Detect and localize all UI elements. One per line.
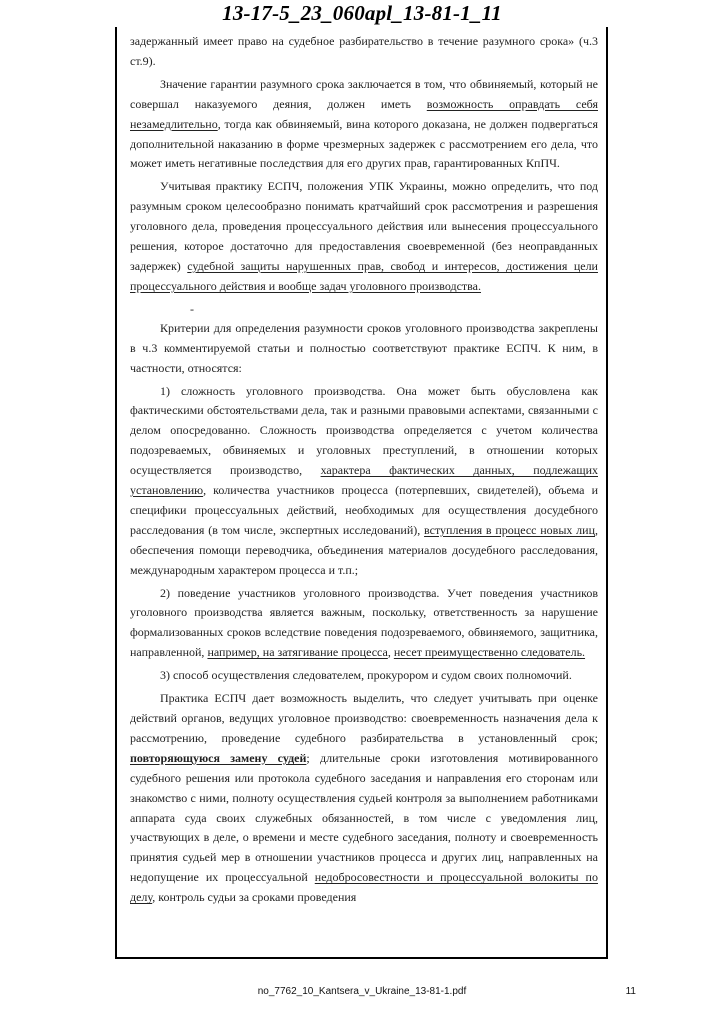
text-run: Учитывая практику ЕСПЧ, положения УПК Украины, можно определить, что под разумным сроком целесообразно понимать кратчайший срок рассмотрения и разрешения уголовного дела, проведения процессуального действия или вынесения процессуального решения, которое достаточно для предоставления своевременной (без неоправданных задержек) (130, 179, 598, 273)
paragraph-1 (130, 32, 598, 72)
emphasized-text: судебной защиты нарушенных прав, свобод и интересов, достижения цели процессуального действия и вообще задач уголовного производства. (130, 258, 598, 293)
emphasized-text: недобросовестности и процессуальной волокиты по делу (130, 870, 598, 905)
emphasized-text: повторяющуюся замену судей (130, 750, 307, 765)
text-run: 2) поведение участников уголовного производства. Учет поведения участников уголовного производства является важным, поскольку, ответственность за нарушение формализованных сроков вследствие поведения подозреваемого, обвиняемого, защитника, направленной, (130, 585, 598, 660)
emphasized-text: несет преимущественно следователь. (393, 645, 586, 660)
emphasized-text: характера фактических данных, подлежащих установлению (130, 463, 598, 498)
text-run: ; длительные сроки изготовления мотивированного судебного решения или протокола судебного заседания и направления его сторонам или знакомство с ними, полноту осуществления судьей контроля за выполнением работниками аппарата суда своих служебных обязанностей, в том числе с уведомления лиц, участвующих в деле, о времени и месте судебного заседания, полноту и своевременность принятия судьей мер в отношении участников процесса и других лиц, направленных на недопущение их процессуальной (130, 750, 598, 885)
paragraph-dash (130, 300, 598, 319)
page-number: 11 (625, 986, 636, 997)
text-run: задержанный имеет право на судебное разбирательство в течение разумного срока» (ч.3 ст.9). (130, 34, 598, 68)
text-run: , обеспечения помощи переводчика, объединения материалов досудебного расследования, международным характером процесса и т.п.; (130, 522, 598, 577)
text-run: , контроль судьи за сроками проведения (152, 890, 357, 905)
text-run: , тогда как обвиняемый, вина которого доказана, не должен подвергаться дополнительной наказанию в форме чрезмерных задержек с рассмотрением его дела, что может иметь негативные последствия для его других прав, гарантированных КпПЧ. (130, 116, 598, 171)
paragraph-criterion-1 (130, 382, 598, 581)
text-run: 3) способ осуществления следователем, прокурором и судом своих полномочий. (160, 668, 572, 683)
emphasized-text: возможность оправдать себя незамедлительно (130, 96, 598, 131)
document-body (130, 32, 598, 908)
paragraph-practice (130, 689, 598, 908)
paragraph-criterion-2 (130, 584, 598, 664)
document-header-title: 13-17-5_23_060apl_13-81-1_11 (222, 1, 502, 25)
text-run: Практика ЕСПЧ дает возможность выделить, что следует учитывать при оценке действий органов, ведущих уголовное производство: своевременность назначения дела к рассмотрению, проведение судебного разбирательства в установленный срок; (130, 691, 598, 745)
footer-filename: no_7762_10_Kantsera_v_Ukraine_13-81-1.pdf (257, 986, 467, 997)
paragraph-4 (130, 319, 598, 379)
emphasized-text: вступления в процесс новых лиц (424, 522, 595, 537)
emphasized-text: например, на затягивание процесса (207, 645, 388, 660)
text-run: , количества участников процесса (потерпевших, свидетелей), объема и специфики процессуальных действий, необходимых для осуществления досудебного расследования (в том числе, экспертных исследований), (130, 483, 598, 537)
text-run: Критерии для определения разумности сроков уголовного производства закреплены в ч.3 комментируемой статьи и полностью соответствуют практике ЕСПЧ. К ним, в частности, относятся: (130, 320, 598, 375)
paragraph-criterion-3 (130, 666, 598, 686)
text-run: Значение гарантии разумного срока заключается в том, что обвиняемый, который не совершал наказуемого деяния, должен иметь (130, 76, 598, 111)
text-run: , (387, 645, 394, 660)
paragraph-2 (130, 75, 598, 175)
text-run: - (190, 301, 194, 316)
paragraph-3 (130, 177, 598, 296)
text-run: 1) сложность уголовного производства. Она может быть обусловлена как фактическими обстоятельствами дела, так и разными правовыми аспектами, связанными с делом опосредованно. Сложность производства определяется с учетом количества подозреваемых, обвиняемых и уголовных преступлений, в отношении которых осуществляется производство, (130, 383, 598, 478)
